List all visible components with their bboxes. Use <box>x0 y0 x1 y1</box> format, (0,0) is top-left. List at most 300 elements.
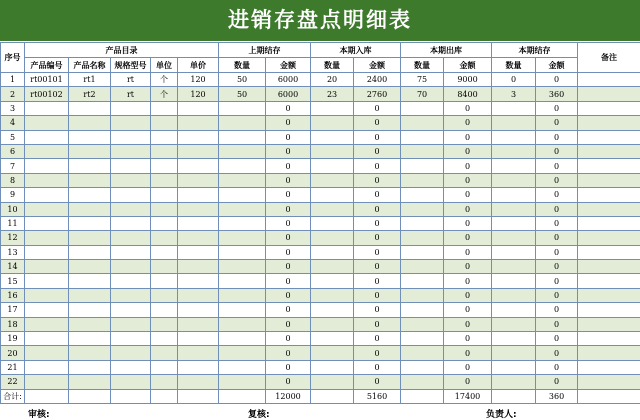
in-amount-cell[interactable]: 0 <box>354 360 401 374</box>
unit-cell[interactable] <box>151 216 178 230</box>
prev-qty-cell[interactable] <box>219 274 266 288</box>
spec-model-cell[interactable] <box>111 245 151 259</box>
out-qty-cell[interactable] <box>401 375 444 389</box>
curr-amount-cell[interactable]: 0 <box>536 360 578 374</box>
prev-amount-cell[interactable]: 0 <box>266 173 311 187</box>
remark-cell[interactable] <box>578 202 640 216</box>
unit-price-cell[interactable] <box>178 274 219 288</box>
in-qty-cell[interactable]: 20 <box>311 73 354 87</box>
product-code-cell[interactable] <box>25 231 69 245</box>
spec-model-cell[interactable] <box>111 173 151 187</box>
out-qty-cell[interactable] <box>401 130 444 144</box>
spec-model-cell[interactable] <box>111 260 151 274</box>
spec-model-cell[interactable] <box>111 159 151 173</box>
out-qty-cell[interactable] <box>401 202 444 216</box>
row-seq-cell[interactable]: 7 <box>1 159 25 173</box>
prev-amount-cell[interactable]: 0 <box>266 202 311 216</box>
product-name-cell[interactable] <box>69 288 111 302</box>
curr-qty-cell[interactable] <box>492 317 536 331</box>
product-name-cell[interactable] <box>69 159 111 173</box>
row-seq-cell[interactable]: 8 <box>1 173 25 187</box>
in-qty-cell[interactable] <box>311 360 354 374</box>
remark-cell[interactable] <box>578 231 640 245</box>
curr-qty-cell[interactable] <box>492 245 536 259</box>
out-amount-cell[interactable]: 0 <box>444 130 492 144</box>
product-code-cell[interactable] <box>25 375 69 389</box>
remark-cell[interactable] <box>578 116 640 130</box>
total-in-amount[interactable]: 5160 <box>354 389 401 403</box>
out-amount-cell[interactable]: 0 <box>444 303 492 317</box>
unit-price-cell[interactable]: 120 <box>178 87 219 101</box>
prev-qty-cell[interactable]: 50 <box>219 87 266 101</box>
out-qty-cell[interactable] <box>401 144 444 158</box>
out-qty-cell[interactable]: 70 <box>401 87 444 101</box>
product-name-cell[interactable] <box>69 346 111 360</box>
prev-qty-cell[interactable] <box>219 188 266 202</box>
out-amount-cell[interactable]: 0 <box>444 360 492 374</box>
row-seq-cell[interactable]: 14 <box>1 260 25 274</box>
unit-price-cell[interactable] <box>178 288 219 302</box>
product-code-cell[interactable] <box>25 332 69 346</box>
curr-qty-cell[interactable] <box>492 360 536 374</box>
unit-cell[interactable]: 个 <box>151 73 178 87</box>
prev-qty-cell[interactable] <box>219 101 266 115</box>
row-seq-cell[interactable]: 20 <box>1 346 25 360</box>
curr-amount-cell[interactable]: 0 <box>536 317 578 331</box>
spec-model-cell[interactable] <box>111 116 151 130</box>
cell[interactable] <box>311 389 354 403</box>
product-code-cell[interactable] <box>25 274 69 288</box>
remark-cell[interactable] <box>578 360 640 374</box>
out-qty-cell[interactable] <box>401 231 444 245</box>
in-amount-cell[interactable]: 0 <box>354 375 401 389</box>
in-qty-cell[interactable] <box>311 303 354 317</box>
prev-amount-cell[interactable]: 0 <box>266 130 311 144</box>
prev-amount-cell[interactable]: 0 <box>266 188 311 202</box>
product-code-cell[interactable] <box>25 288 69 302</box>
out-qty-cell[interactable] <box>401 101 444 115</box>
in-qty-cell[interactable] <box>311 260 354 274</box>
cell[interactable] <box>178 389 219 403</box>
spec-model-cell[interactable]: rt <box>111 73 151 87</box>
row-seq-cell[interactable]: 15 <box>1 274 25 288</box>
row-seq-cell[interactable]: 10 <box>1 202 25 216</box>
product-name-cell[interactable]: rt1 <box>69 73 111 87</box>
product-name-cell[interactable] <box>69 231 111 245</box>
in-qty-cell[interactable] <box>311 288 354 302</box>
product-code-cell[interactable] <box>25 159 69 173</box>
unit-cell[interactable] <box>151 288 178 302</box>
unit-cell[interactable] <box>151 159 178 173</box>
row-seq-cell[interactable]: 19 <box>1 332 25 346</box>
out-amount-cell[interactable]: 0 <box>444 188 492 202</box>
unit-price-cell[interactable] <box>178 360 219 374</box>
in-qty-cell[interactable] <box>311 216 354 230</box>
product-name-cell[interactable] <box>69 260 111 274</box>
in-qty-cell[interactable] <box>311 188 354 202</box>
out-qty-cell[interactable] <box>401 360 444 374</box>
remark-cell[interactable] <box>578 245 640 259</box>
curr-amount-cell[interactable]: 0 <box>536 303 578 317</box>
product-code-cell[interactable] <box>25 245 69 259</box>
unit-cell[interactable] <box>151 317 178 331</box>
cell[interactable] <box>492 389 536 403</box>
unit-cell[interactable] <box>151 303 178 317</box>
in-amount-cell[interactable]: 0 <box>354 202 401 216</box>
in-amount-cell[interactable]: 0 <box>354 144 401 158</box>
product-code-cell[interactable]: rt00102 <box>25 87 69 101</box>
curr-amount-cell[interactable]: 0 <box>536 101 578 115</box>
product-code-cell[interactable] <box>25 130 69 144</box>
curr-qty-cell[interactable]: 3 <box>492 87 536 101</box>
unit-price-cell[interactable] <box>178 303 219 317</box>
out-amount-cell[interactable]: 0 <box>444 159 492 173</box>
product-name-cell[interactable] <box>69 216 111 230</box>
in-qty-cell[interactable] <box>311 346 354 360</box>
unit-cell[interactable] <box>151 346 178 360</box>
curr-amount-cell[interactable]: 0 <box>536 231 578 245</box>
curr-qty-cell[interactable] <box>492 346 536 360</box>
curr-qty-cell[interactable] <box>492 274 536 288</box>
out-amount-cell[interactable]: 0 <box>444 116 492 130</box>
spec-model-cell[interactable] <box>111 274 151 288</box>
out-qty-cell[interactable] <box>401 317 444 331</box>
product-name-cell[interactable] <box>69 360 111 374</box>
out-qty-cell[interactable] <box>401 332 444 346</box>
product-code-cell[interactable] <box>25 216 69 230</box>
out-qty-cell[interactable] <box>401 303 444 317</box>
prev-amount-cell[interactable]: 0 <box>266 144 311 158</box>
in-qty-cell[interactable] <box>311 274 354 288</box>
spec-model-cell[interactable] <box>111 101 151 115</box>
row-seq-cell[interactable]: 1 <box>1 73 25 87</box>
curr-amount-cell[interactable]: 0 <box>536 346 578 360</box>
remark-cell[interactable] <box>578 101 640 115</box>
in-qty-cell[interactable] <box>311 144 354 158</box>
prev-amount-cell[interactable]: 0 <box>266 274 311 288</box>
prev-qty-cell[interactable] <box>219 260 266 274</box>
remark-cell[interactable] <box>578 303 640 317</box>
in-amount-cell[interactable]: 0 <box>354 216 401 230</box>
remark-cell[interactable] <box>578 173 640 187</box>
unit-cell[interactable] <box>151 202 178 216</box>
cell[interactable] <box>401 389 444 403</box>
out-amount-cell[interactable]: 8400 <box>444 87 492 101</box>
product-name-cell[interactable] <box>69 375 111 389</box>
out-qty-cell[interactable] <box>401 216 444 230</box>
unit-cell[interactable] <box>151 101 178 115</box>
product-name-cell[interactable] <box>69 245 111 259</box>
prev-qty-cell[interactable] <box>219 202 266 216</box>
in-amount-cell[interactable]: 0 <box>354 116 401 130</box>
prev-qty-cell[interactable] <box>219 332 266 346</box>
curr-amount-cell[interactable]: 0 <box>536 144 578 158</box>
in-amount-cell[interactable]: 0 <box>354 188 401 202</box>
prev-amount-cell[interactable]: 0 <box>266 116 311 130</box>
remark-cell[interactable] <box>578 346 640 360</box>
spec-model-cell[interactable] <box>111 317 151 331</box>
row-seq-cell[interactable]: 9 <box>1 188 25 202</box>
product-code-cell[interactable] <box>25 360 69 374</box>
prev-qty-cell[interactable] <box>219 116 266 130</box>
prev-amount-cell[interactable]: 0 <box>266 159 311 173</box>
curr-qty-cell[interactable] <box>492 260 536 274</box>
in-qty-cell[interactable] <box>311 202 354 216</box>
in-amount-cell[interactable]: 0 <box>354 303 401 317</box>
product-code-cell[interactable] <box>25 188 69 202</box>
spec-model-cell[interactable] <box>111 303 151 317</box>
unit-cell[interactable] <box>151 260 178 274</box>
prev-amount-cell[interactable]: 0 <box>266 260 311 274</box>
remark-cell[interactable] <box>578 73 640 87</box>
remark-cell[interactable] <box>578 288 640 302</box>
curr-amount-cell[interactable]: 360 <box>536 87 578 101</box>
out-qty-cell[interactable] <box>401 116 444 130</box>
unit-price-cell[interactable] <box>178 216 219 230</box>
unit-cell[interactable] <box>151 332 178 346</box>
unit-price-cell[interactable] <box>178 375 219 389</box>
unit-cell[interactable]: 个 <box>151 87 178 101</box>
curr-amount-cell[interactable]: 0 <box>536 245 578 259</box>
in-amount-cell[interactable]: 0 <box>354 173 401 187</box>
in-qty-cell[interactable] <box>311 317 354 331</box>
row-seq-cell[interactable]: 6 <box>1 144 25 158</box>
out-qty-cell[interactable] <box>401 260 444 274</box>
product-name-cell[interactable] <box>69 188 111 202</box>
spec-model-cell[interactable] <box>111 216 151 230</box>
in-amount-cell[interactable]: 0 <box>354 288 401 302</box>
out-qty-cell[interactable] <box>401 188 444 202</box>
in-amount-cell[interactable]: 0 <box>354 245 401 259</box>
out-qty-cell[interactable] <box>401 173 444 187</box>
prev-amount-cell[interactable]: 0 <box>266 375 311 389</box>
curr-qty-cell[interactable] <box>492 173 536 187</box>
unit-cell[interactable] <box>151 274 178 288</box>
unit-cell[interactable] <box>151 173 178 187</box>
in-amount-cell[interactable]: 0 <box>354 159 401 173</box>
unit-price-cell[interactable] <box>178 245 219 259</box>
unit-price-cell[interactable] <box>178 130 219 144</box>
prev-qty-cell[interactable] <box>219 288 266 302</box>
row-seq-cell[interactable]: 12 <box>1 231 25 245</box>
product-code-cell[interactable] <box>25 144 69 158</box>
out-amount-cell[interactable]: 0 <box>444 346 492 360</box>
prev-qty-cell[interactable] <box>219 346 266 360</box>
remark-cell[interactable] <box>578 144 640 158</box>
in-amount-cell[interactable]: 0 <box>354 346 401 360</box>
prev-amount-cell[interactable]: 0 <box>266 360 311 374</box>
product-name-cell[interactable] <box>69 130 111 144</box>
curr-qty-cell[interactable] <box>492 159 536 173</box>
unit-price-cell[interactable] <box>178 116 219 130</box>
prev-qty-cell[interactable] <box>219 360 266 374</box>
prev-amount-cell[interactable]: 0 <box>266 346 311 360</box>
curr-amount-cell[interactable]: 0 <box>536 332 578 346</box>
prev-qty-cell[interactable] <box>219 303 266 317</box>
prev-qty-cell[interactable] <box>219 130 266 144</box>
unit-price-cell[interactable] <box>178 101 219 115</box>
remark-cell[interactable] <box>578 130 640 144</box>
in-qty-cell[interactable] <box>311 332 354 346</box>
curr-qty-cell[interactable] <box>492 188 536 202</box>
row-seq-cell[interactable]: 3 <box>1 101 25 115</box>
in-amount-cell[interactable]: 0 <box>354 130 401 144</box>
spec-model-cell[interactable] <box>111 144 151 158</box>
prev-qty-cell[interactable] <box>219 231 266 245</box>
prev-amount-cell[interactable]: 0 <box>266 303 311 317</box>
product-code-cell[interactable] <box>25 260 69 274</box>
prev-amount-cell[interactable]: 6000 <box>266 87 311 101</box>
product-name-cell[interactable] <box>69 101 111 115</box>
curr-qty-cell[interactable] <box>492 231 536 245</box>
prev-amount-cell[interactable]: 0 <box>266 231 311 245</box>
in-qty-cell[interactable] <box>311 231 354 245</box>
product-name-cell[interactable] <box>69 116 111 130</box>
curr-qty-cell[interactable] <box>492 216 536 230</box>
curr-amount-cell[interactable]: 0 <box>536 274 578 288</box>
product-code-cell[interactable] <box>25 173 69 187</box>
out-qty-cell[interactable] <box>401 288 444 302</box>
unit-cell[interactable] <box>151 360 178 374</box>
in-qty-cell[interactable] <box>311 375 354 389</box>
out-amount-cell[interactable]: 0 <box>444 216 492 230</box>
curr-qty-cell[interactable] <box>492 303 536 317</box>
row-seq-cell[interactable]: 17 <box>1 303 25 317</box>
product-code-cell[interactable] <box>25 101 69 115</box>
out-qty-cell[interactable] <box>401 245 444 259</box>
unit-price-cell[interactable] <box>178 188 219 202</box>
product-code-cell[interactable] <box>25 202 69 216</box>
spec-model-cell[interactable] <box>111 188 151 202</box>
out-amount-cell[interactable]: 0 <box>444 144 492 158</box>
unit-price-cell[interactable] <box>178 159 219 173</box>
row-seq-cell[interactable]: 18 <box>1 317 25 331</box>
curr-qty-cell[interactable] <box>492 101 536 115</box>
in-qty-cell[interactable] <box>311 245 354 259</box>
curr-qty-cell[interactable] <box>492 288 536 302</box>
unit-price-cell[interactable] <box>178 260 219 274</box>
out-amount-cell[interactable]: 0 <box>444 260 492 274</box>
product-name-cell[interactable]: rt2 <box>69 87 111 101</box>
in-qty-cell[interactable] <box>311 159 354 173</box>
spec-model-cell[interactable] <box>111 360 151 374</box>
remark-cell[interactable] <box>578 274 640 288</box>
unit-price-cell[interactable] <box>178 202 219 216</box>
out-amount-cell[interactable]: 0 <box>444 274 492 288</box>
cell[interactable] <box>151 389 178 403</box>
product-name-cell[interactable] <box>69 332 111 346</box>
unit-price-cell[interactable] <box>178 231 219 245</box>
out-qty-cell[interactable] <box>401 274 444 288</box>
row-seq-cell[interactable]: 5 <box>1 130 25 144</box>
remark-cell[interactable] <box>578 159 640 173</box>
in-amount-cell[interactable]: 0 <box>354 274 401 288</box>
unit-cell[interactable] <box>151 130 178 144</box>
spec-model-cell[interactable] <box>111 231 151 245</box>
remark-cell[interactable] <box>578 216 640 230</box>
curr-amount-cell[interactable]: 0 <box>536 116 578 130</box>
prev-qty-cell[interactable] <box>219 173 266 187</box>
product-code-cell[interactable] <box>25 116 69 130</box>
out-amount-cell[interactable]: 0 <box>444 173 492 187</box>
in-qty-cell[interactable] <box>311 130 354 144</box>
unit-cell[interactable] <box>151 188 178 202</box>
curr-amount-cell[interactable]: 0 <box>536 260 578 274</box>
out-amount-cell[interactable]: 0 <box>444 231 492 245</box>
product-code-cell[interactable] <box>25 317 69 331</box>
prev-qty-cell[interactable]: 50 <box>219 73 266 87</box>
unit-price-cell[interactable] <box>178 332 219 346</box>
product-code-cell[interactable] <box>25 346 69 360</box>
prev-qty-cell[interactable] <box>219 144 266 158</box>
in-amount-cell[interactable]: 0 <box>354 231 401 245</box>
unit-cell[interactable] <box>151 116 178 130</box>
prev-amount-cell[interactable]: 0 <box>266 101 311 115</box>
cell[interactable] <box>111 389 151 403</box>
remark-cell[interactable] <box>578 260 640 274</box>
remark-cell[interactable] <box>578 87 640 101</box>
curr-amount-cell[interactable]: 0 <box>536 159 578 173</box>
prev-amount-cell[interactable]: 0 <box>266 288 311 302</box>
in-amount-cell[interactable]: 0 <box>354 317 401 331</box>
product-name-cell[interactable] <box>69 317 111 331</box>
unit-cell[interactable] <box>151 375 178 389</box>
row-seq-cell[interactable]: 21 <box>1 360 25 374</box>
spec-model-cell[interactable] <box>111 288 151 302</box>
curr-amount-cell[interactable]: 0 <box>536 173 578 187</box>
in-qty-cell[interactable] <box>311 101 354 115</box>
curr-amount-cell[interactable]: 0 <box>536 130 578 144</box>
prev-amount-cell[interactable]: 6000 <box>266 73 311 87</box>
row-seq-cell[interactable]: 16 <box>1 288 25 302</box>
row-seq-cell[interactable]: 22 <box>1 375 25 389</box>
out-qty-cell[interactable] <box>401 159 444 173</box>
out-amount-cell[interactable]: 0 <box>444 288 492 302</box>
remark-cell[interactable] <box>578 317 640 331</box>
total-curr-amount[interactable]: 360 <box>536 389 578 403</box>
product-name-cell[interactable] <box>69 173 111 187</box>
row-seq-cell[interactable]: 2 <box>1 87 25 101</box>
out-qty-cell[interactable] <box>401 346 444 360</box>
in-amount-cell[interactable]: 2400 <box>354 73 401 87</box>
product-code-cell[interactable]: rt00101 <box>25 73 69 87</box>
unit-cell[interactable] <box>151 245 178 259</box>
row-seq-cell[interactable]: 4 <box>1 116 25 130</box>
in-qty-cell[interactable]: 23 <box>311 87 354 101</box>
remark-cell[interactable] <box>578 188 640 202</box>
curr-qty-cell[interactable] <box>492 144 536 158</box>
cell[interactable] <box>219 389 266 403</box>
out-qty-cell[interactable]: 75 <box>401 73 444 87</box>
prev-amount-cell[interactable]: 0 <box>266 245 311 259</box>
total-prev-amount[interactable]: 12000 <box>266 389 311 403</box>
in-amount-cell[interactable]: 0 <box>354 260 401 274</box>
prev-amount-cell[interactable]: 0 <box>266 332 311 346</box>
unit-price-cell[interactable] <box>178 173 219 187</box>
out-amount-cell[interactable]: 9000 <box>444 73 492 87</box>
unit-cell[interactable] <box>151 231 178 245</box>
spec-model-cell[interactable] <box>111 346 151 360</box>
curr-qty-cell[interactable]: 0 <box>492 73 536 87</box>
curr-amount-cell[interactable]: 0 <box>536 73 578 87</box>
in-qty-cell[interactable] <box>311 116 354 130</box>
curr-amount-cell[interactable]: 0 <box>536 288 578 302</box>
prev-amount-cell[interactable]: 0 <box>266 216 311 230</box>
prev-qty-cell[interactable] <box>219 245 266 259</box>
row-seq-cell[interactable]: 13 <box>1 245 25 259</box>
unit-price-cell[interactable] <box>178 346 219 360</box>
in-amount-cell[interactable]: 2760 <box>354 87 401 101</box>
